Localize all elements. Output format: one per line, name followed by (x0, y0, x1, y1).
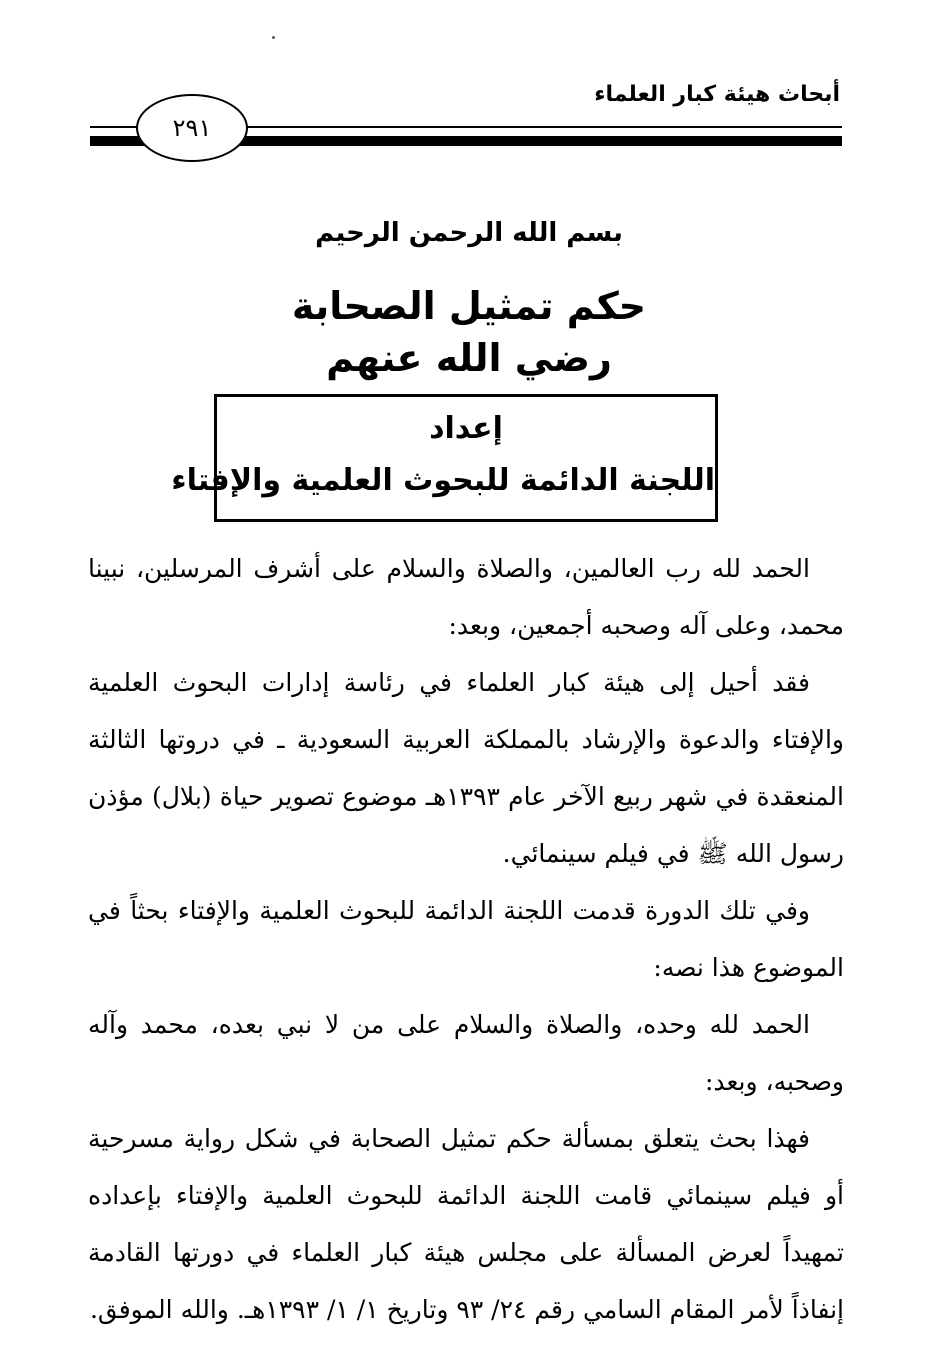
title-line-1: حكم تمثيل الصحابة (291, 284, 647, 328)
body-text (88, 540, 844, 1338)
prepared-by-box (171, 394, 718, 522)
paragraph-session: وفي تلك الدورة قدمت اللجنة الدائمة للبحوث العلمية والإفتاء بحثاً في الموضوع هذا نصه: (88, 896, 844, 982)
paragraph-opening: الحمد لله رب العالمين، والصلاة والسلام على أشرف المرسلين، نبينا محمد، وعلى آله وصحبه أجمعين، وبعد: (88, 554, 844, 640)
committee-name: اللجنة الدائمة للبحوث العلمية والإفتاء (171, 463, 715, 498)
page-number: ٢٩١ (136, 94, 248, 162)
title-line-2: رضي الله عنهم (326, 336, 612, 380)
running-head: أبحاث هيئة كبار العلماء (594, 82, 840, 107)
basmala: بسم الله الرحمن الرحيم (315, 218, 623, 248)
prepared-by-label: إعداد (429, 411, 503, 446)
paragraph-praise: الحمد لله وحده، والصلاة والسلام على من لا نبي بعده، محمد وآله وصحبه، وبعد: (88, 1010, 844, 1096)
paragraph-research-intro: فهذا بحث يتعلق بمسألة حكم تمثيل الصحابة في شكل رواية مسرحية أو فيلم سينمائي قامت اللجنة الدائمة للبحوث العلمية والإفتاء بإعداده تمهيداً لعرض المسألة على مجلس هيئة كبار العلماء في دورتها القادمة إنفاذاً لأمر المقام السامي رقم ٢٤/ ٩٣ وتاريخ ١/ ١/ ١٣٩٣هـ. والله الموفق. (88, 1124, 844, 1324)
scan-speck (272, 36, 275, 39)
paragraph-referral: فقد أحيل إلى هيئة كبار العلماء في رئاسة إدارات البحوث العلمية والإفتاء والدعوة والإرشاد بالمملكة العربية السعودية ـ في دروتها الثالثة المنعقدة في شهر ربيع الآخر عام ١٣٩٣هـ موضوع تصوير حياة (بلال) مؤذن رسول الله ﷺ في فيلم سينمائي. (88, 668, 844, 868)
